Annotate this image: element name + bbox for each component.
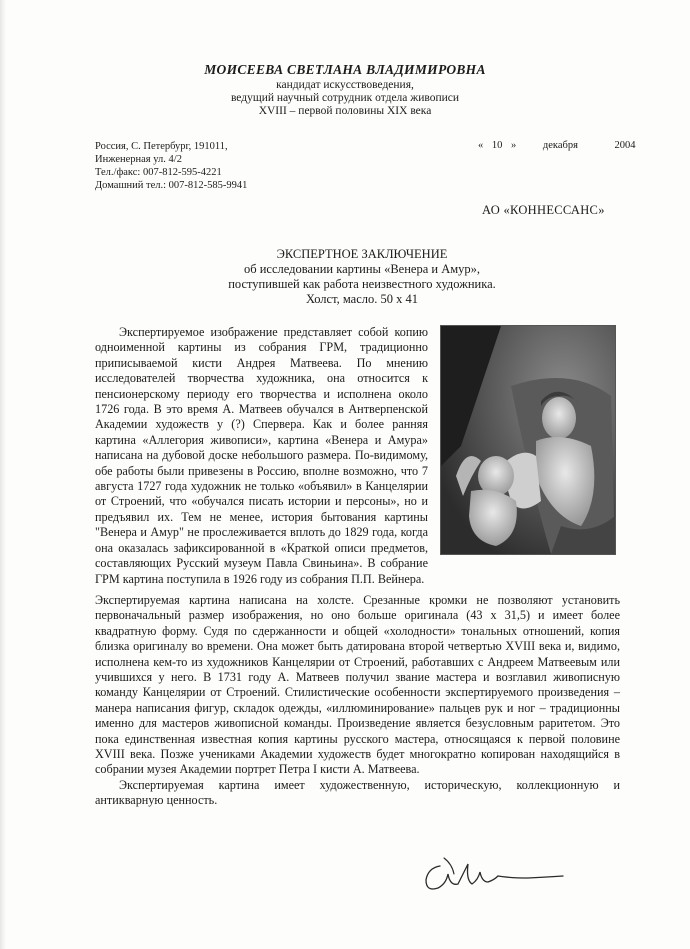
paragraph-2: Экспертируемая картина написана на холсте. Срезанные кромки не позволяют установить первоначальный размер изображения, но оно больше оригинала (43 х 31,5) и имеет более квадратную форму. Судя по сдержанности и общей «холодности» тональных отношений, копия близка оригиналу во времени. Она может быть датирована второй четвертью XVIII века и, видимо, исполнена кем-то из художников Канцелярии от Строений, работавших с Андреем Матвеевым или учившихся у него. В 1731 году А. Матвеев получил звание мастера и возглавил живописную команду Канцелярии от Строений. Стилистические особенности экспертируемого произведения – манера написания фигур, складок одежды, «иллюминирование» пальцев рук и ног – традиционны именно для мастеров живописной команды. Произведение является безусловным раритетом. Это пока единственная известная копия картины русского мастера, относящаяся к первой половине XVIII века. Позже учениками Академии художеств будет многократно копирован находящийся в собрании музея Академии портрет Петра I кисти А. Матвеева. bbox=[95, 593, 620, 777]
heading-line: поступившей как работа неизвестного художника. bbox=[228, 277, 496, 291]
author-line: кандидат искусствоведения, bbox=[276, 79, 414, 91]
paragraph-1 bbox=[95, 325, 428, 587]
phone-line: Тел./факс: 007-812-595-4221 bbox=[95, 167, 222, 178]
author-credentials bbox=[0, 79, 690, 118]
document-date: « 10 » декабря 2004 bbox=[478, 140, 636, 151]
author-line: XVIII – первой половины XIX века bbox=[258, 105, 432, 117]
heading-line: Холст, масло. 50 х 41 bbox=[305, 292, 419, 306]
paragraph-3: Экспертируемая картина имеет художественную, историческую, коллекционную и антикварную ценность. bbox=[95, 777, 620, 808]
scan-edge bbox=[0, 0, 6, 949]
painting-photo bbox=[440, 325, 616, 555]
painting-image bbox=[441, 326, 615, 554]
handwritten-signature bbox=[418, 850, 568, 900]
address-line: Россия, С. Петербург, 191011, bbox=[95, 141, 228, 152]
heading-line: об исследовании картины «Венера и Амур», bbox=[243, 262, 481, 276]
phone-line: Домашний тел.: 007-812-585-9941 bbox=[95, 180, 248, 191]
signature-icon bbox=[418, 850, 568, 900]
document-heading bbox=[212, 247, 512, 307]
address-block bbox=[95, 140, 247, 192]
author-line: ведущий научный сотрудник отдела живописи bbox=[230, 92, 460, 104]
recipient: АО «КОННЕССАНС» bbox=[482, 203, 605, 217]
document-title: ЭКСПЕРТНОЕ ЗАКЛЮЧЕНИЕ bbox=[276, 247, 448, 261]
date-month: декабря bbox=[542, 140, 578, 151]
author-name: МОИСЕЕВА СВЕТЛАНА ВЛАДИМИРОВНА bbox=[204, 62, 486, 77]
paragraph-text: Экспертируемое изображение представляет собой копию одноименной картины из собрания ГРМ, традиционно приписываемой кисти Андрея Матвеева. По мнению исследователей творчества художника, она относится к пенсионерскому периоду его творчества и исполнена около 1726 года. В это время А. Матвеев обучался в Антверпенской Академии художеств у (?) Спервера. Как и более ранняя картина «Аллегория живописи», картина «Венера и Амура» написана на дубовой доске небольшого размера. По-видимому, обе работы были привезены в Россию, вполне возможно, что 7 августа 1727 года художник не только «объявил» в Канцелярии от Строений, что «обучался писать истории и персоны», но и предъявил их. Тем не менее, история бытования картины "Венера и Амур" не прослеживается вплоть до 1829 года, когда она оказалась зафиксированной в «Краткой описи предметов, составляющих Русский музеум Павла Свиньина». В собрание ГРМ картина поступила в 1926 году из собрания П.П. Вейнера. bbox=[95, 325, 428, 586]
date-year: 2004 bbox=[614, 140, 636, 151]
address-line: Инженерная ул. 4/2 bbox=[95, 154, 182, 165]
paragraphs-continued bbox=[95, 593, 620, 809]
date-day: 10 bbox=[491, 140, 503, 151]
